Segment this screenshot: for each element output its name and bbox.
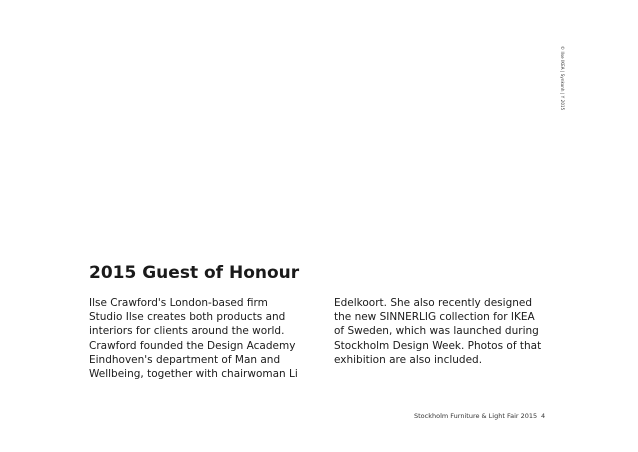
- body-line: exhibition are also included.: [334, 353, 483, 366]
- body-column-right: [334, 296, 559, 367]
- footer-title: Stockholm Furniture & Light Fair 2015: [414, 412, 538, 420]
- body-line: Ilse Crawford's London-based firm: [89, 297, 268, 309]
- body-line: of Sweden, which was launched during: [334, 325, 539, 338]
- body-line: Stockholm Design Week. Photos of that: [334, 339, 542, 352]
- body-line: Edelkoort. She also recently designed: [334, 297, 533, 309]
- section-heading: 2015 Guest of Honour: [89, 263, 300, 283]
- page-number: 4: [541, 412, 546, 420]
- body-line: Eindhoven's department of Man and: [89, 353, 281, 366]
- body-line: interiors for clients around the world.: [89, 325, 285, 338]
- page-footer: [414, 411, 546, 421]
- photo-credit: © Ilse IKEA | Synkonh | Y 2015: [560, 46, 565, 111]
- body-line: Wellbeing, together with chairwoman Li: [89, 368, 298, 381]
- body-line: Crawford founded the Design Academy: [89, 339, 296, 352]
- body-column-left: [89, 296, 314, 381]
- body-line: Studio Ilse creates both products and: [89, 311, 286, 324]
- body-line: the new SINNERLIG collection for IKEA: [334, 311, 535, 324]
